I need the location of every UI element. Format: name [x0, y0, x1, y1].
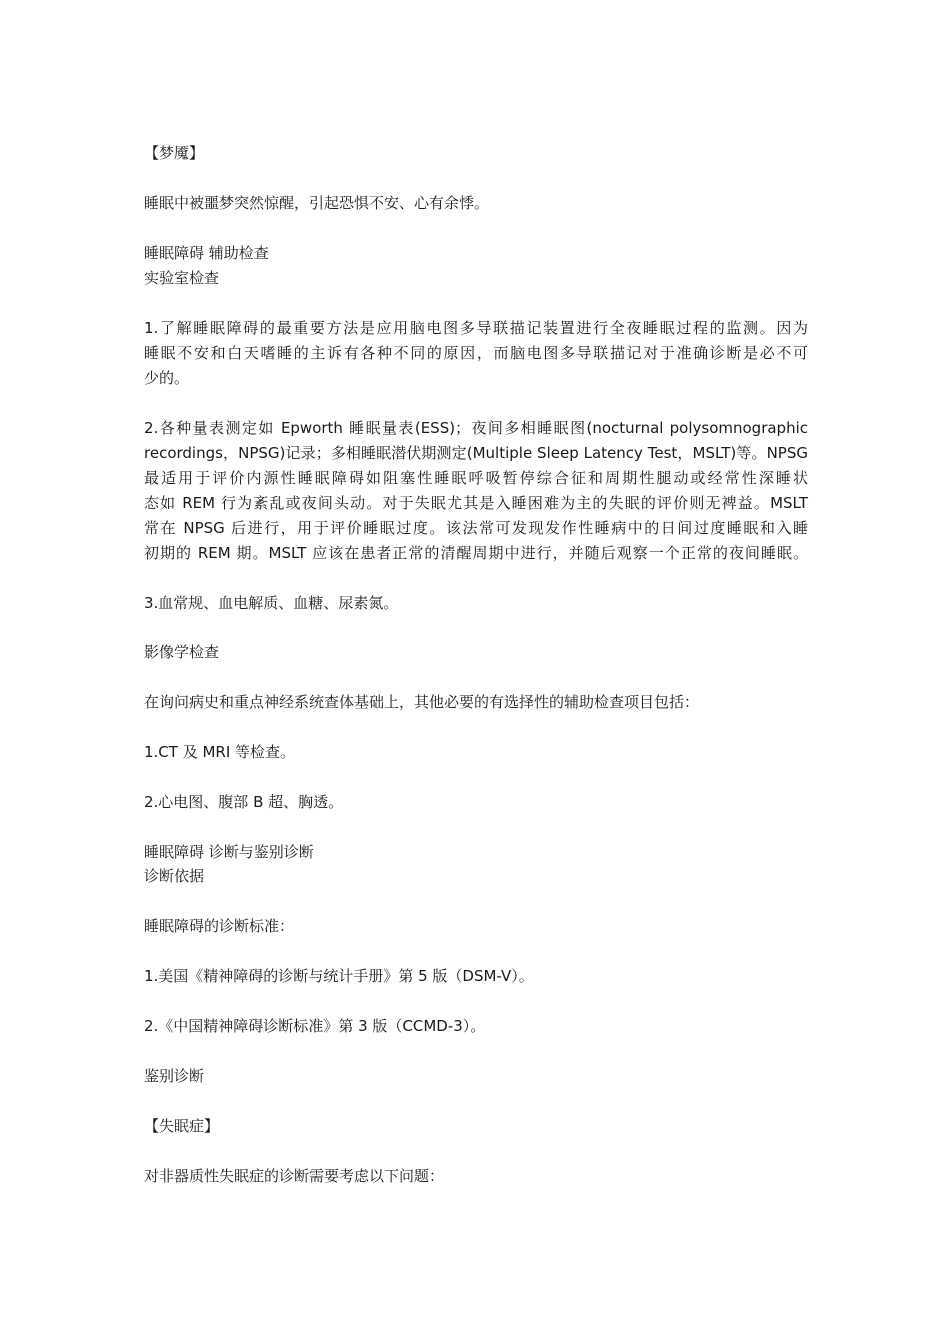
insomnia-intro: 对非器质性失眠症的诊断需要考虑以下问题：	[144, 1167, 445, 1185]
lab-exam-title: 实验室检查	[144, 269, 220, 287]
lab-item-1-line-1: 1.了解睡眠障碍的最重要方法是应用脑电图多导联描记装置进行全夜睡眠过程的监测。因为	[144, 319, 808, 337]
nightmare-description: 睡眠中被噩梦突然惊醒，引起恐惧不安、心有余悸。	[144, 194, 490, 212]
lab-item-2-line-2: recordings，NPSG)记录；多相睡眠潜伏期测定(Multiple Sleep Latency Test，MSLT)等。NPSG	[144, 444, 808, 462]
lab-item-3: 3.血常规、血电解质、血糖、尿素氮。	[144, 594, 399, 612]
lab-item-2-line-5: 常在 NPSG 后进行，用于评价睡眠过度。该法常可发现发作性睡病中的日间过度睡眠和入睡	[144, 519, 808, 537]
section-auxiliary-exam: 睡眠障碍 辅助检查	[144, 244, 269, 262]
heading-nightmare: 【梦魇】	[144, 144, 205, 162]
imaging-item-1: 1.CT 及 MRI 等检查。	[144, 743, 296, 761]
imaging-intro: 在询问病史和重点神经系统查体基础上，其他必要的有选择性的辅助检查项目包括：	[144, 693, 700, 711]
lab-item-1-line-3: 少的。	[144, 369, 190, 387]
criteria-item-1: 1.美国《精神障碍的诊断与统计手册》第 5 版（DSM-V）。	[144, 967, 534, 985]
heading-insomnia: 【失眠症】	[144, 1117, 220, 1135]
criteria-title: 睡眠障碍的诊断标准：	[144, 917, 295, 935]
diagnosis-basis-title: 诊断依据	[144, 867, 205, 885]
section-diagnosis: 睡眠障碍 诊断与鉴别诊断	[144, 843, 314, 861]
lab-item-2-line-3: 最适用于评价内源性睡眠障碍如阻塞性睡眠呼吸暂停综合征和周期性腿动或经常性深睡状	[144, 469, 808, 487]
differential-diagnosis-title: 鉴别诊断	[144, 1067, 205, 1085]
lab-item-1-line-2: 睡眠不安和白天嗜睡的主诉有各种不同的原因，而脑电图多导联描记对于准确诊断是必不可	[144, 344, 808, 362]
lab-item-2-line-1: 2.各种量表测定如 Epworth 睡眠量表(ESS)；夜间多相睡眠图(nocturnal polysomnographic	[144, 419, 808, 437]
imaging-item-2: 2.心电图、腹部 B 超、胸透。	[144, 793, 344, 811]
lab-item-2-line-6: 初期的 REM 期。MSLT 应该在患者正常的清醒周期中进行，并随后观察一个正常的夜间睡眠。	[144, 544, 808, 562]
criteria-item-2: 2.《中国精神障碍诊断标准》第 3 版（CCMD-3）。	[144, 1017, 486, 1035]
imaging-exam-title: 影像学检查	[144, 643, 220, 661]
lab-item-2-line-4: 态如 REM 行为紊乱或夜间头动。对于失眠尤其是入睡困难为主的失眠的评价则无裨益。MSLT	[144, 494, 808, 512]
